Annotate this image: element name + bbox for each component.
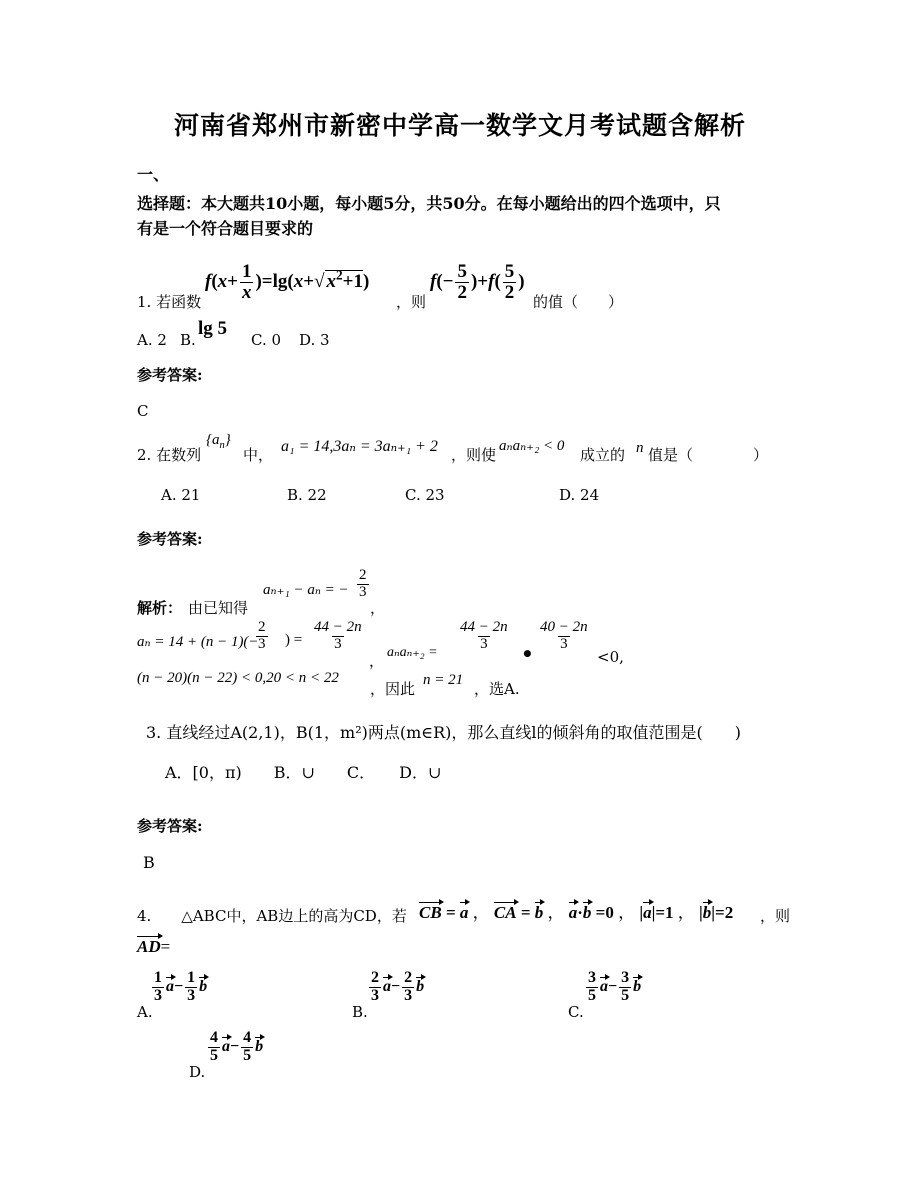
vector-b: b — [416, 977, 425, 995]
vector-a: a — [459, 903, 469, 922]
vector-cb: CB — [419, 903, 442, 922]
frac-num: 2 — [371, 969, 379, 986]
value-zero: 0 — [605, 903, 614, 922]
frac-den: 5 — [588, 986, 596, 1004]
frac-den: 3 — [154, 986, 162, 1004]
q2-solution-hence: ，因此 — [370, 680, 416, 698]
q1-option-b: B. — [180, 331, 196, 349]
q2-option-a: A. 21 — [161, 486, 201, 504]
q1-answer: C — [137, 402, 149, 420]
q2-option-c: C. 23 — [405, 486, 445, 504]
vector-a: a — [383, 977, 391, 995]
q1-option-c: C. 0 — [251, 331, 282, 349]
q2-option-d: D. 24 — [559, 486, 600, 504]
q4-option-b-expr: $\frac{2}{3}$ a− $\frac{2}{3}$ b — [371, 969, 425, 1004]
q2-frac-num: 40 − 2n — [540, 619, 588, 635]
q2-frac-num: 44 − 2n — [460, 619, 508, 635]
q2-solution-inequality: (n − 20)(n − 22) < 0,20 < n < 22 — [137, 670, 339, 686]
q3-options: A．[0，π) B．∪ C． D．∪ — [165, 763, 442, 782]
q2-answer-label: 参考答案: — [137, 530, 203, 548]
vector-b: b — [582, 903, 592, 922]
frac-num: 2 — [404, 969, 413, 986]
q2-product: aₙaₙ₊₂ < 0 — [499, 438, 565, 454]
q2-option-b: B. 22 — [287, 486, 327, 504]
value-one: 1 — [665, 903, 674, 922]
q4-option-c-label: C. — [568, 1003, 584, 1021]
q1-function-formula: f(x+ $\frac{1}{x}$ )=lg(x+√ $x^2+1$) — [205, 261, 370, 303]
frac-num: 1 — [154, 969, 162, 986]
q2-zhong: 中， — [243, 446, 274, 464]
section-number: 一、 — [137, 165, 170, 184]
q4-vector-conditions: CB = a ， CA = b ， a·b =0 ， |a|=1 ， |b|=2 — [419, 903, 734, 922]
section-instruction-2: 有是一个符合题目要求的 — [137, 219, 314, 238]
q2-frac-den: 3 — [359, 583, 367, 600]
vector-a: a — [643, 903, 652, 922]
q1-option-a: A. 2 — [137, 331, 167, 349]
q4-option-a-expr: $\frac{1}{3}$ a− $\frac{1}{3}$ b — [154, 969, 208, 1004]
q1-option-d: D. 3 — [299, 331, 330, 349]
section-instruction: 选择题：本大题共10小题，每小题5分，共50分。在每小题给出的四个选项中，只 — [137, 194, 721, 213]
q2-solution-known: 由已知得 — [188, 599, 249, 617]
vector-b: b — [702, 903, 712, 922]
vector-a: a — [568, 903, 578, 922]
frac-num: 3 — [621, 969, 630, 986]
frac-den: 5 — [243, 1046, 252, 1064]
q2-solution-comma: ， — [369, 652, 385, 670]
q3-answer-label: 参考答案: — [137, 817, 203, 835]
q2-frac-den: 3 — [258, 635, 266, 652]
vector-b: b — [534, 903, 544, 922]
q1-answer-label: 参考答案: — [137, 366, 203, 384]
vector-b: b — [199, 977, 208, 995]
q2-sequence: $\{a_n\}$ — [206, 432, 231, 451]
vector-a: a — [166, 977, 174, 995]
q2-solution-recurrence: aₙ₊₁ − aₙ = − — [263, 582, 349, 598]
q2-solution-frac-e — [536, 620, 592, 653]
q2-solution-frac-c — [310, 620, 366, 653]
q4-ad-line — [137, 937, 170, 957]
q2-frac-den: 3 — [560, 635, 568, 652]
q2-solution-n21: n = 21 — [423, 672, 464, 688]
vector-b: b — [255, 1037, 264, 1055]
q1-mid: ，则 — [396, 293, 427, 311]
q2-prefix: 2. 在数列 — [137, 446, 202, 464]
q2-condition: a₁ = 14,3aₙ = 3aₙ₊₁ + 2 — [281, 438, 438, 455]
q2-solution-an: aₙ = 14 + (n − 1)(− — [137, 634, 259, 650]
q4-option-c-expr: $\frac{3}{5}$ a− $\frac{3}{5}$ b — [588, 969, 642, 1004]
q2-frac-num: 44 − 2n — [314, 619, 362, 635]
q2-value: 值是（ ） — [648, 446, 769, 464]
q2-holds: 成立的 — [580, 446, 626, 464]
q2-frac-den: 3 — [334, 635, 342, 652]
vector-a: a — [222, 1037, 230, 1055]
q2-solution-label: 解析： — [137, 599, 183, 617]
q3-text: 3. 直线经过A(2,1)，B(1，m²)两点(m∈R)，那么直线l的倾斜角的取值范围是( ) — [146, 723, 741, 742]
q2-solution-frac-a — [355, 568, 371, 601]
q4-then: ，则 — [760, 907, 791, 925]
q1-prefix: 1. 若函数 — [137, 293, 202, 311]
vector-ca: CA — [493, 903, 517, 922]
frac-den: 5 — [210, 1046, 218, 1064]
q2-n: n — [636, 440, 644, 456]
q4-option-a-label: A. — [137, 1003, 153, 1021]
multiply-dot-icon: • — [521, 642, 534, 666]
q4-prefix: 4. △ABC中，AB边上的高为CD，若 — [137, 907, 407, 925]
q2-solution-choose: ，选A. — [474, 680, 520, 698]
q2-solution-eq: ) = — [285, 632, 303, 648]
q2-frac-num: 2 — [359, 567, 367, 583]
vector-ad: AD — [137, 937, 161, 956]
q3-answer: B — [143, 853, 155, 872]
vector-a: a — [600, 977, 608, 995]
frac-den: 3 — [187, 986, 196, 1004]
q1-evaluate-formula: f(− $\frac{5}{2}$ )+f( $\frac{5}{2}$ ) — [430, 261, 525, 303]
q2-solution-product: aₙaₙ₊₂ = — [387, 645, 438, 660]
equals-sign: = — [160, 937, 171, 956]
q1-option-b-math: lg 5 — [198, 318, 228, 339]
q2-solution-frac-d — [456, 620, 512, 653]
frac-num: 4 — [243, 1029, 252, 1046]
q1-suffix: 的值（ ） — [533, 293, 624, 311]
q2-then: ，则使 — [451, 446, 497, 464]
frac-den: 3 — [404, 986, 413, 1004]
q2-frac-num: 2 — [258, 619, 266, 635]
page-title: 河南省郑州市新密中学高一数学文月考试题含解析 — [173, 111, 746, 140]
q2-solution-lt0: <0, — [597, 648, 624, 666]
frac-num: 3 — [588, 969, 596, 986]
frac-den: 5 — [621, 986, 630, 1004]
q2-solution-frac-b — [254, 620, 270, 653]
frac-num: 1 — [187, 969, 196, 986]
q2-frac-den: 3 — [480, 635, 488, 652]
vector-b: b — [633, 977, 642, 995]
q4-option-d-label: D. — [189, 1063, 206, 1081]
q4-option-d-expr: $\frac{4}{5}$ a− $\frac{4}{5}$ b — [210, 1029, 264, 1064]
q4-option-b-label: B. — [352, 1003, 368, 1021]
q2-solution-comma: ， — [370, 599, 386, 617]
frac-den: 3 — [371, 986, 379, 1004]
value-two: 2 — [724, 903, 734, 922]
frac-num: 4 — [210, 1029, 218, 1046]
